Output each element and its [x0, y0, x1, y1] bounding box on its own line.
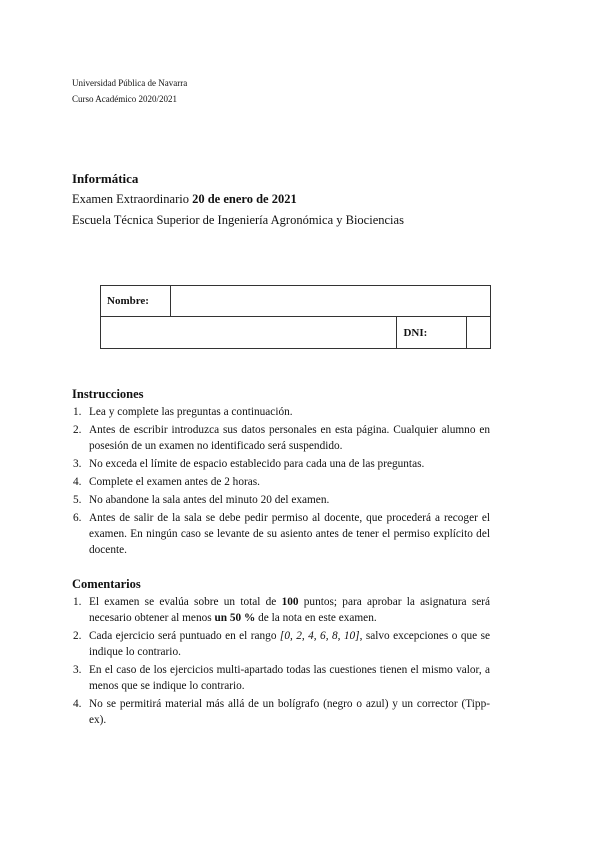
comments-heading: Comentarios — [72, 577, 141, 591]
dni-field[interactable] — [467, 317, 491, 349]
list-item: 2. Antes de escribir introduzca sus datos personales en esta página. Cualquier alumno en posesión de un examen no identificado será suspendido. — [73, 424, 490, 452]
list-item: 5. No abandone la sala antes del minuto 20 del examen. — [73, 494, 330, 506]
list-item: 4. Complete el examen antes de 2 horas. — [73, 476, 260, 488]
exam-type: Examen Extraordinario — [72, 192, 193, 206]
list-item: 1. El examen se evalúa sobre un total de 100 puntos; para aprobar la asignatura será necesario obtener al menos un 50 % de la nota en este examen. — [73, 596, 491, 624]
exam-date: 20 de enero de 2021 — [192, 192, 297, 206]
blank-cell — [101, 317, 397, 349]
name-label: Nombre: — [101, 286, 171, 317]
instructions-heading: Instrucciones — [72, 387, 144, 401]
list-item: 2. Cada ejercicio será puntuado en el rango [0, 2, 4, 6, 8, 10], salvo excepciones o que se indique lo contrario. — [73, 630, 490, 658]
university-name: Universidad Pública de Navarra — [72, 78, 188, 88]
subject-title: Informática — [72, 171, 139, 186]
comments-section — [72, 576, 490, 728]
student-id-table — [100, 285, 491, 349]
academic-year: Curso Académico 2020/2021 — [72, 94, 177, 104]
list-item: 3. En el caso de los ejercicios multi-apartado todas las cuestiones tienen el mismo valor, a menos que se indique lo contrario. — [73, 664, 490, 692]
instructions-section — [72, 386, 490, 558]
list-item: 6. Antes de salir de la sala se debe pedir permiso al docente, que procederá a recoger el examen. En ningún caso se levante de su asiento antes de tener el permiso explícito del docente. — [73, 512, 490, 556]
exam-line — [72, 189, 490, 210]
list-item: 3. No exceda el límite de espacio establecido para cada una de las preguntas. — [73, 458, 425, 470]
name-field[interactable] — [171, 286, 491, 317]
list-item: 1. Lea y complete las preguntas a continuación. — [73, 406, 293, 418]
school-name: Escuela Técnica Superior de Ingeniería Agronómica y Biociencias — [72, 213, 404, 227]
dni-label: DNI: — [397, 317, 467, 349]
list-item: 4. No se permitirá material más allá de un bolígrafo (negro o azul) y un corrector (Tipp-ex). — [73, 698, 490, 726]
